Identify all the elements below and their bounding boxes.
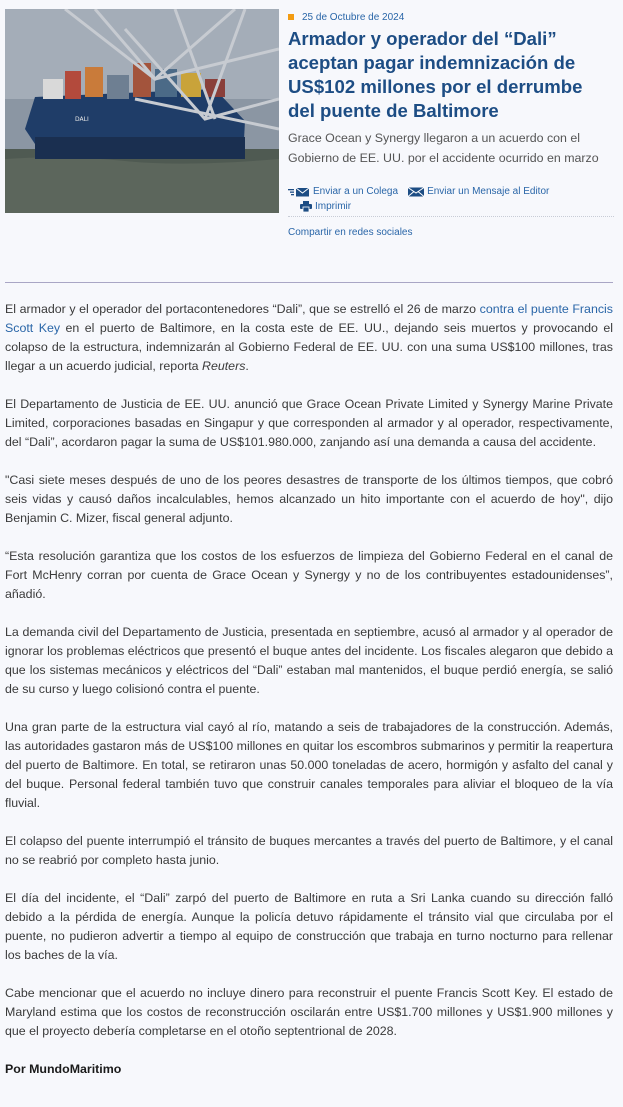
source-name: Reuters bbox=[202, 359, 246, 373]
paragraph-8: El día del incidente, el “Dali” zarpó del puerto de Baltimore en ruta a Sri Lanka cuando su dirección falló debido a la pérdida de energía. Aunque la policía detuvo rápidamente el tránsito vial que circulaba por el puente, no pudieron advertir a tiempo al equipo de construcción que trabaja en turno nocturno para rellenar los baches de la vía. bbox=[5, 891, 613, 962]
envelope-icon bbox=[408, 187, 424, 197]
printer-icon bbox=[300, 201, 312, 212]
print-label: Imprimir bbox=[315, 201, 352, 212]
paragraph-7: El colapso del puente interrumpió el tránsito de buques mercantes a través del puerto de Baltimore, y el canal no se reabrió por completo hasta junio. bbox=[5, 834, 613, 867]
svg-text:DALI: DALI bbox=[75, 116, 89, 123]
paragraph-3: "Casi siete meses después de uno de los peores desastres de transporte de los últimos tiempos, que cobró seis vidas y causó daños incalculables, hemos alcanzado un hito importante con el acuerdo de hoy", dijo Benjamin C. Mizer, fiscal general adjunto. bbox=[5, 473, 613, 525]
email-list-icon bbox=[288, 187, 310, 197]
send-colleague-label: Enviar a un Colega bbox=[313, 186, 399, 197]
byline: Por MundoMaritimo bbox=[5, 1062, 122, 1076]
publish-date: 25 de Octubre de 2024 bbox=[302, 11, 405, 23]
share-social-link[interactable]: Compartir en redes sociales bbox=[288, 227, 413, 238]
paragraph-1: El armador y el operador del portacontenedores “Dali”, que se estrelló el 26 de marzo contra el puente Francis Scott Key en el puerto de Baltimore, en la costa este de EE. UU., dejando seis muertos y provocando el colapso de la estructura, indemnizarán al Gobierno Federal de EE. UU. con una suma US$100 millones, tras llegar a un acuerdo judicial, reporta Reuters. bbox=[5, 302, 613, 373]
paragraph-6: Una gran parte de la estructura vial cayó al río, matando a seis de trabajadores de la construcción. Además, las autoridades gastaron más de US$100 millones en quitar los escombros submarinos y permitir la reapertura del puerto de Baltimore. En total, se retiraron unas 50.000 toneladas de acero, hormigón y asfalto del canal y del buque. Personal federal también tuvo que construir canales temporales para aliviar el bloqueo de la vía fluvial. bbox=[5, 720, 613, 810]
send-editor-link[interactable] bbox=[408, 186, 549, 197]
article-subtitle: Grace Ocean y Synergy llegaron a un acuerdo con el Gobierno de EE. UU. por el accidente ocurrido en marzo bbox=[288, 131, 599, 165]
date-row bbox=[288, 9, 614, 25]
send-colleague-link[interactable] bbox=[288, 186, 398, 197]
article-photo bbox=[5, 9, 279, 213]
article-header bbox=[288, 9, 614, 238]
paragraph-4: “Esta resolución garantiza que los costos de los esfuerzos de limpieza del Gobierno Federal en el canal de Fort McHenry corran por cuenta de Grace Ocean y Synergy y no de los contribuyentes estadounidenses”, añadió. bbox=[5, 549, 613, 601]
header-divider bbox=[5, 282, 613, 283]
paragraph-2: El Departamento de Justicia de EE. UU. anunció que Grace Ocean Private Limited y Synergy Marine Private Limited, corporaciones basadas en Singapur y que corresponden al armador y al operador, respectivamente, del “Dali”, acordaron pagar la suma de US$101.980.000, zanjando así una demanda a causa del accidente. bbox=[5, 397, 613, 449]
paragraph-5: La demanda civil del Departamento de Justicia, presentada en septiembre, acusó al armador y al operador de ignorar los problemas eléctricos que presentó el buque antes del incidente. Los fiscales alegaron que debido a que los sistemas mecánicos y eléctricos del “Dali” estaban mal mantenidos, el buque perdió energía, se salió de su curso y luego colisionó contra el puente. bbox=[5, 625, 613, 696]
article-actions bbox=[288, 186, 614, 238]
bridge-article-link[interactable]: contra el puente Francis Scott Key bbox=[5, 302, 613, 335]
print-link[interactable] bbox=[300, 201, 614, 212]
article-body bbox=[5, 300, 613, 1098]
send-editor-label: Enviar un Mensaje al Editor bbox=[427, 186, 550, 197]
date-marker-icon bbox=[288, 14, 294, 20]
paragraph-9: Cabe mencionar que el acuerdo no incluye dinero para reconstruir el puente Francis Scott Key. El estado de Maryland estima que los costos de reconstrucción oscilarán entre US$1.700 millones y US$1.900 millones y que el proyecto debería completarse en el otoño septentrional de 2028. bbox=[5, 986, 613, 1038]
article-title: Armador y operador del “Dali” aceptan pagar indemnización de US$102 millones por el derrumbe del puente de Baltimore bbox=[288, 28, 583, 121]
